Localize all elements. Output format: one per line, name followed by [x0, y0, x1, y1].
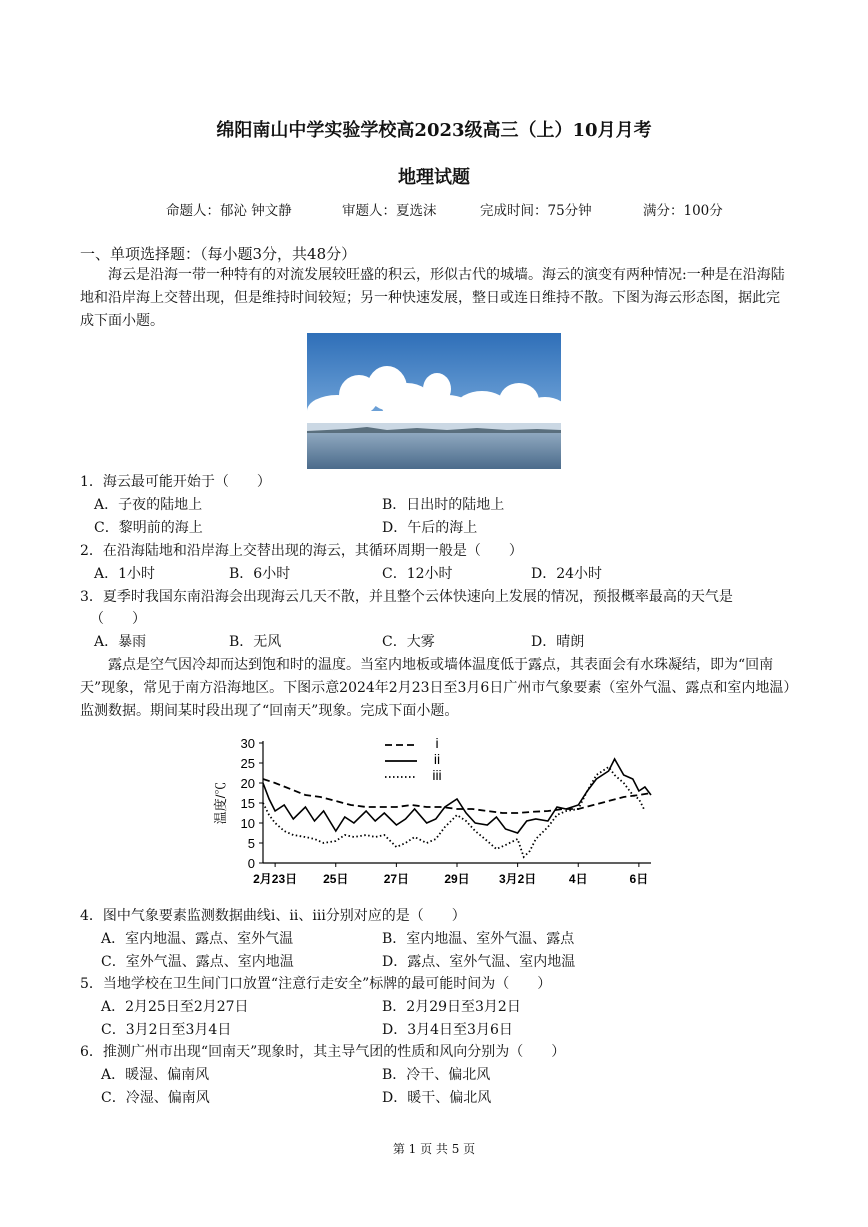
option-c: C．3月2日至3月4日 — [101, 1022, 232, 1038]
exam-subtitle: 地理试题 — [398, 167, 470, 188]
option-a: A．室内地温、露点、室外气温 — [101, 931, 294, 947]
option-b: B．无风 — [229, 634, 282, 650]
y-tick-label: 15 — [240, 796, 255, 811]
sea-cloud-photo — [307, 333, 561, 469]
meta-author: 命题人：郁沁 钟文静 — [166, 203, 292, 219]
option-b: B．6小时 — [229, 566, 291, 582]
option-a: A．暴雨 — [94, 634, 147, 650]
question-stem-continued: （ ） — [90, 611, 146, 627]
option-d: D．午后的海上 — [382, 520, 478, 536]
y-tick-label: 20 — [240, 776, 255, 791]
section-heading: 一、单项选择题：（每小题3分，共48分） — [80, 245, 357, 263]
option-a: A．2月25日至2月27日 — [101, 999, 249, 1015]
legend-label-i: i — [435, 735, 439, 751]
series-line-iii — [263, 767, 645, 857]
meta-reviewer: 审题人：夏选沫 — [342, 203, 437, 219]
x-tick-label: 25日 — [323, 872, 349, 886]
question-stem: 5．当地学校在卫生间门口放置“注意行走安全”标牌的最可能时间为（ ） — [80, 976, 552, 992]
question-stem: 3．夏季时我国东南沿海会出现海云几天不散，并且整个云体快速向上发展的情况，预报概率最高的天气是 — [80, 589, 733, 605]
x-tick-label: 6日 — [629, 872, 649, 886]
legend-label-iii: iii — [432, 767, 442, 783]
option-d: D．3月4日至3月6日 — [382, 1022, 513, 1038]
y-tick-label: 10 — [240, 816, 255, 831]
legend-label-ii: ii — [433, 751, 441, 767]
option-a: A．子夜的陆地上 — [94, 497, 203, 513]
y-tick-label: 0 — [247, 856, 255, 871]
question-stem: 6．推测广州市出现“回南天”现象时，其主导气团的性质和风向分别为（ ） — [80, 1044, 566, 1060]
question-stem: 4．图中气象要素监测数据曲线ⅰ、ⅱ、ⅲ分别对应的是（ ） — [80, 908, 466, 924]
question-stem: 2．在沿海陆地和沿岸海上交替出现的海云，其循环周期一般是（ ） — [80, 543, 523, 559]
option-c: C．大雾 — [382, 634, 435, 650]
x-tick-label: 2月23日 — [253, 872, 298, 886]
option-c: C．黎明前的海上 — [94, 520, 203, 536]
temperature-chart — [205, 733, 665, 893]
option-b: B．日出时的陆地上 — [382, 497, 505, 513]
intro-paragraph: 海云是沿海一带一种特有的对流发展较旺盛的积云，形似古代的城墙。海云的演变有两种情况:一种是在沿海陆地和沿岸海上交替出现，但是维持时间较短；另一种快速发展，整日或连日维持不散。下图为海云形态图，据此完成下面小题。 — [80, 267, 785, 329]
page-footer: 第 1 页 共 5 页 — [392, 1142, 476, 1156]
y-tick-label: 25 — [240, 756, 255, 771]
option-c: C．室外气温、露点、室内地温 — [101, 954, 294, 970]
x-tick-label: 29日 — [444, 872, 470, 886]
option-c: C．冷湿、偏南风 — [101, 1090, 210, 1106]
option-d: D．暖干、偏北风 — [382, 1090, 492, 1106]
option-d: D．露点、室外气温、室内地温 — [382, 954, 576, 970]
option-c: C．12小时 — [382, 566, 453, 582]
option-b: B．2月29日至3月2日 — [382, 999, 521, 1015]
option-a: A．暖湿、偏南风 — [101, 1067, 210, 1083]
y-tick-label: 30 — [240, 736, 255, 751]
meta-time: 完成时间：75分钟 — [480, 203, 592, 219]
x-tick-label: 27日 — [383, 872, 410, 886]
question-stem: 1．海云最可能开始于（ ） — [80, 474, 271, 490]
series-line-ii — [263, 759, 651, 833]
option-d: D．晴朗 — [531, 634, 585, 650]
option-b: B．室内地温、室外气温、露点 — [382, 931, 575, 947]
y-tick-label: 5 — [247, 836, 255, 851]
x-tick-label: 4日 — [568, 872, 588, 886]
y-axis-label: 温度/℃ — [213, 781, 228, 825]
exam-title: 绵阳南山中学实验学校高2023级高三（上）10月月考 — [216, 120, 652, 141]
option-a: A．1小时 — [94, 566, 156, 582]
meta-score: 满分：100分 — [643, 203, 723, 219]
intro-paragraph-2: 露点是空气因冷却而达到饱和时的温度。当室内地板或墙体温度低于露点，其表面会有水珠凝结，即为“回南天”现象，常见于南方沿海地区。下图示意2024年2月23日至3月6日广州市气象要素（室外气温、露点和室内地温）监测数据。期间某时段出现了“回南天”现象。完成下面小题。 — [80, 657, 791, 719]
x-tick-label: 3月2日 — [498, 872, 537, 886]
option-b: B．冷干、偏北风 — [382, 1067, 491, 1083]
option-d: D．24小时 — [531, 566, 603, 582]
